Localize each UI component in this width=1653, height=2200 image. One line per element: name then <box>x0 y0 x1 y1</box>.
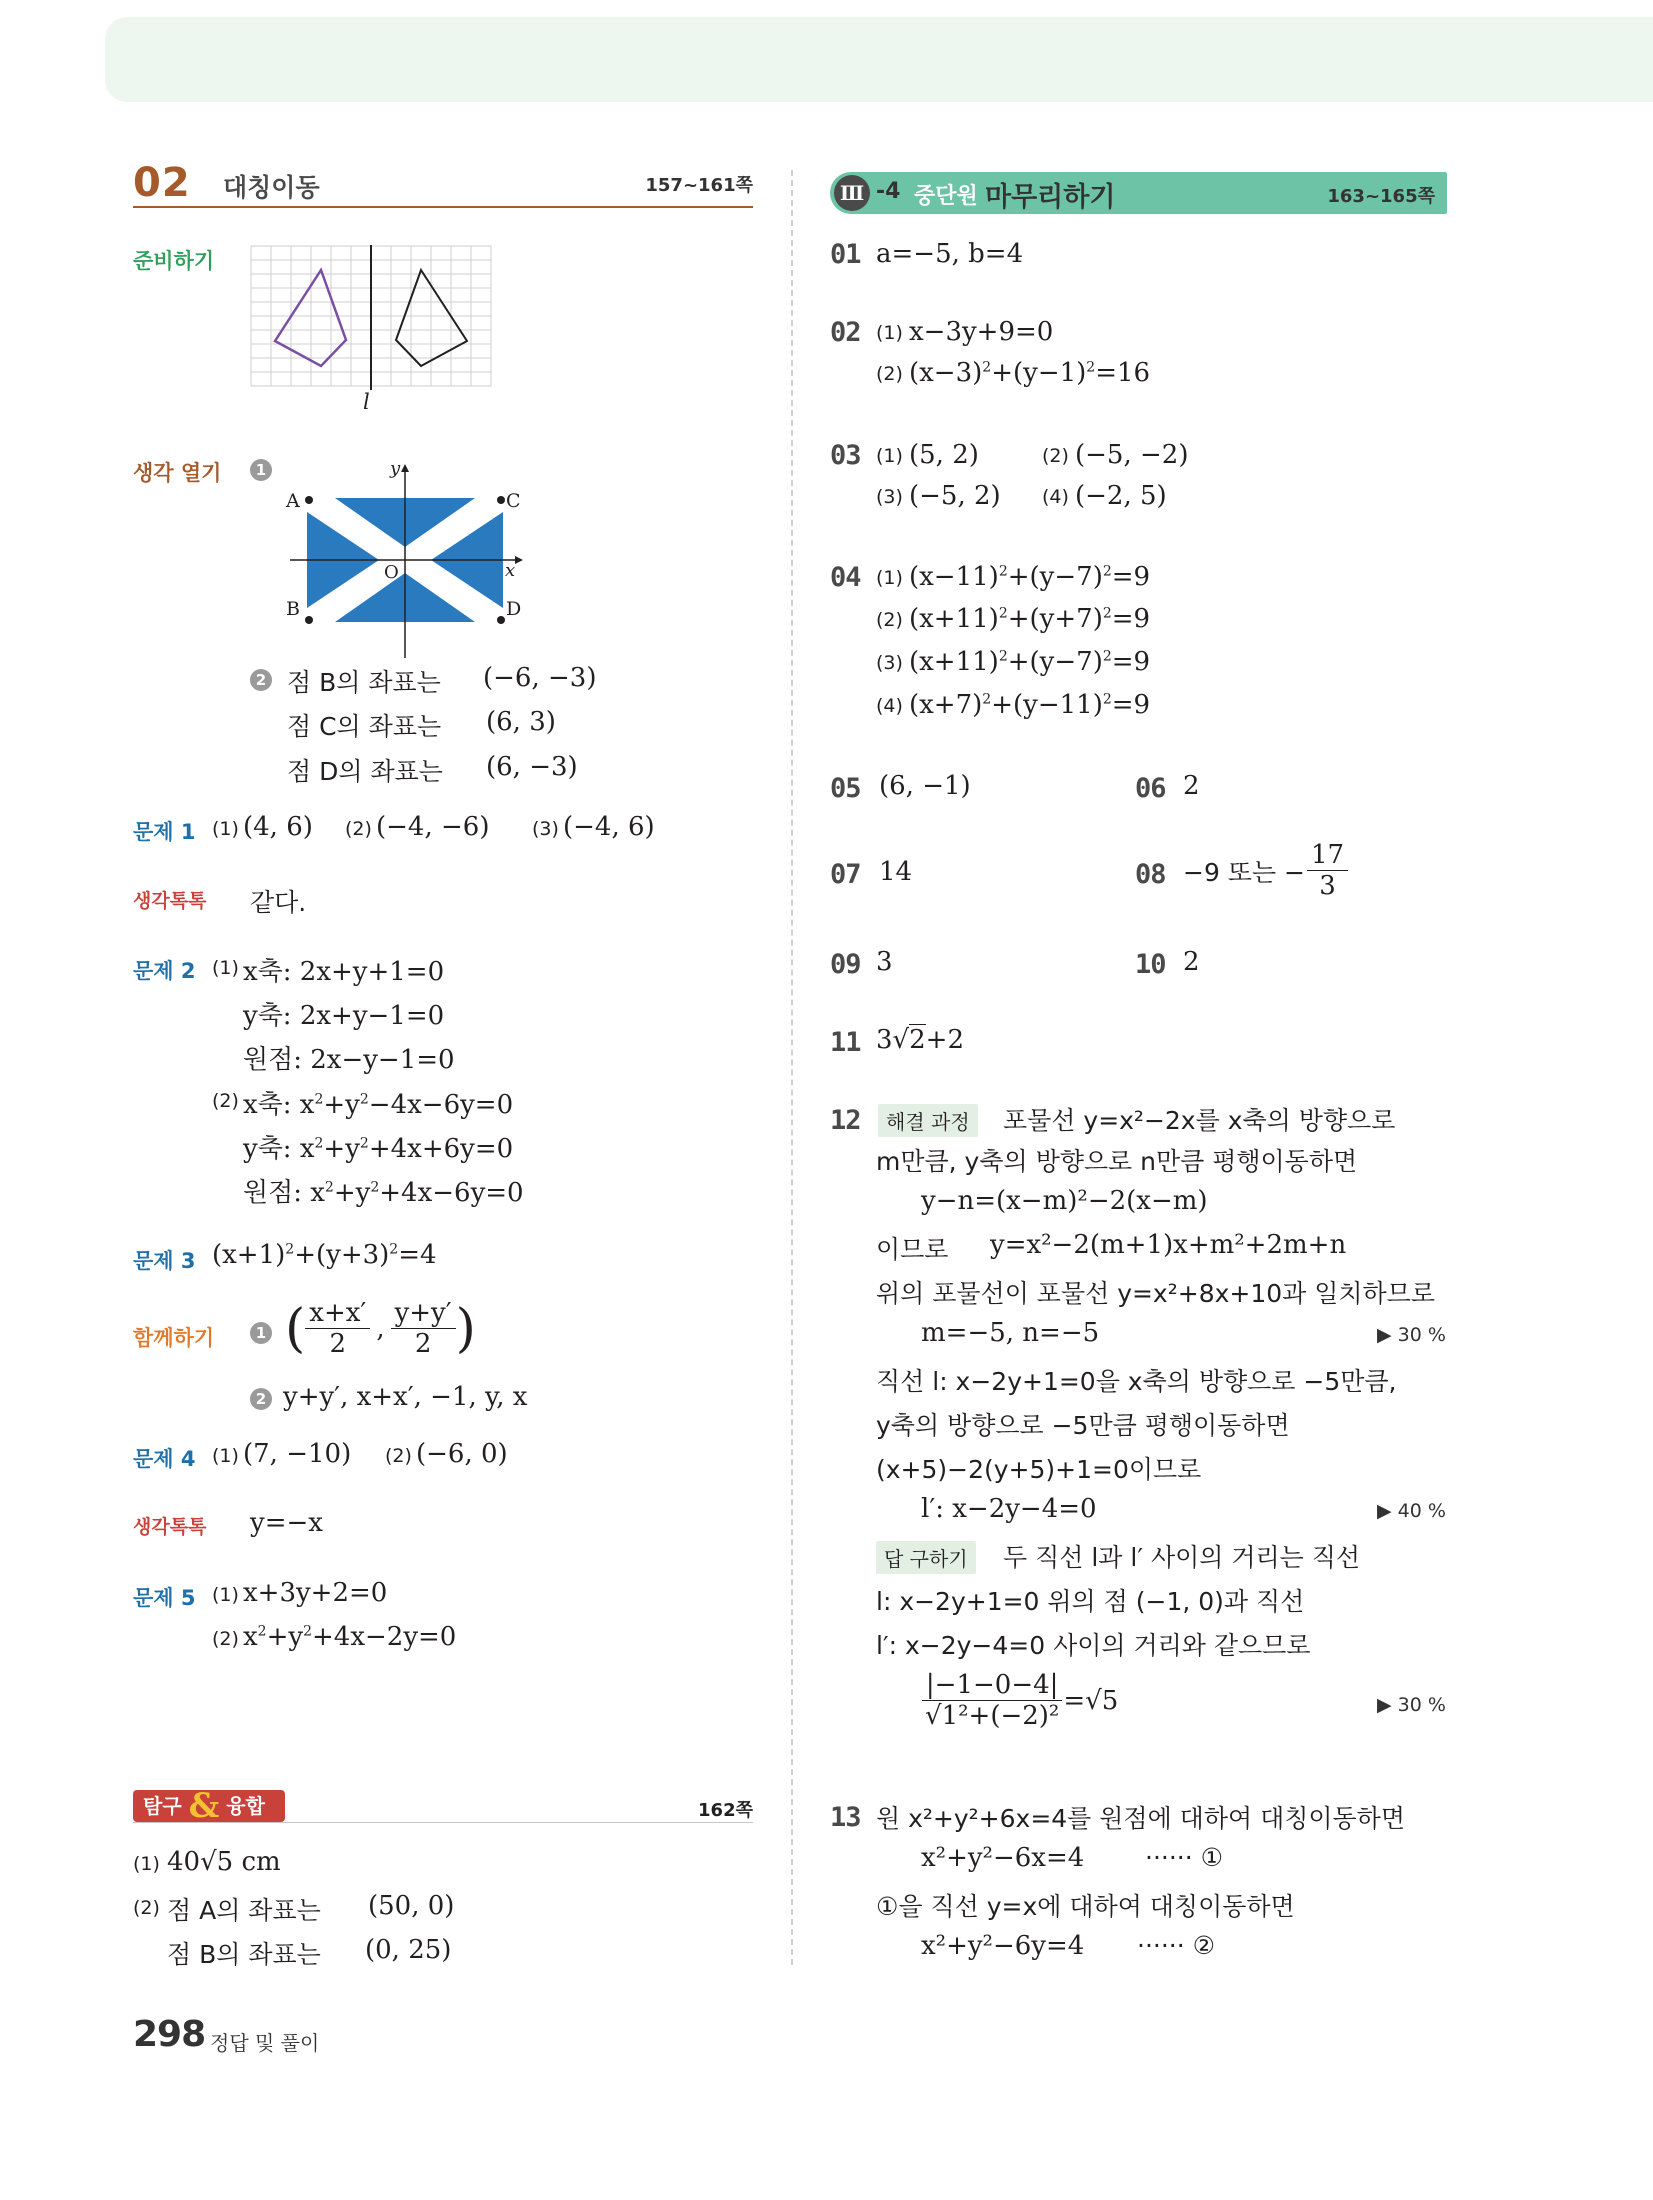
q12-score-3: ▶ 30 % <box>1377 1694 1446 1716</box>
q12-number: 12 <box>830 1105 861 1136</box>
graph-c-label: C <box>506 490 521 512</box>
q04-sub-2: (2) <box>876 609 903 631</box>
graph-y-label: y <box>390 458 401 479</box>
problem-4-answer-1: (7, −10) <box>243 1439 352 1469</box>
together-label: 함께하기 <box>133 1326 215 1350</box>
q03-answer-3: (−5, 2) <box>909 481 1001 511</box>
explore-point-b-value: (0, 25) <box>365 1935 452 1965</box>
roman-numeral-badge: Ⅲ <box>834 175 870 211</box>
q13-marker-1: ······ ① <box>1145 1843 1224 1872</box>
point-c <box>497 496 505 504</box>
think-open-label: 생각 열기 <box>133 461 222 485</box>
section-title: 대칭이동 <box>223 173 320 202</box>
problem-4-answer-2: (−6, 0) <box>416 1439 508 1469</box>
explore-badge: 탐구 & 융합 <box>133 1790 285 1822</box>
q04-number: 04 <box>830 562 861 593</box>
q02-sub-2: (2) <box>876 363 903 385</box>
problem-3-answer: $(x+1)^2+(y+3)^2=4$ <box>212 1240 437 1270</box>
problem-2-line-2: y축: 2x+y−1=0 <box>243 1001 445 1031</box>
section-pages: 157~161쪽 <box>645 175 753 196</box>
point-b <box>305 616 313 624</box>
together-step-2-badge: 2 <box>250 1388 272 1410</box>
unit-title: 마무리하기 <box>985 182 1116 213</box>
unit-pages: 163~165쪽 <box>1327 186 1435 207</box>
q07-answer: 14 <box>879 857 913 887</box>
problem-1-answer-1: (4, 6) <box>243 812 313 842</box>
q04-answer-2: $(x+11)^2+(y+7)^2=9$ <box>909 604 1151 634</box>
unit-label: 중단원 <box>914 184 978 209</box>
q10-number: 10 <box>1135 949 1166 980</box>
unit-review-header <box>830 172 1447 214</box>
graph-d-label: D <box>506 598 522 620</box>
problem-5-label: 문제 5 <box>133 1586 196 1610</box>
q12-line-13: l′: x−2y−4=0 사이의 거리와 같으므로 <box>876 1631 1311 1660</box>
q04-sub-4: (4) <box>876 695 903 717</box>
q04-sub-3: (3) <box>876 652 903 674</box>
q12-line-8: y축의 방향으로 −5만큼 평행이동하면 <box>876 1411 1290 1440</box>
step-2-badge: 2 <box>250 669 272 691</box>
problem-2-line-4: x축: $x^2+y^2-4x-6y=0$ <box>243 1090 514 1120</box>
column-divider <box>791 170 793 1965</box>
problem-2-label: 문제 2 <box>133 959 196 983</box>
q13-line-1: 원 x²+y²+6x=4를 원점에 대하여 대칭이동하면 <box>876 1804 1405 1833</box>
together-step-1-badge: 1 <box>250 1322 272 1344</box>
q11-answer: 3√2+2 <box>876 1025 964 1055</box>
problem-1-label: 문제 1 <box>133 820 196 844</box>
q13-line-2: x²+y²−6x=4 <box>921 1843 1085 1873</box>
q12-answer-tag: 답 구하기 <box>876 1541 976 1574</box>
problem-4-sub-2: (2) <box>385 1445 412 1467</box>
explore-answer-1: 40√5 cm <box>167 1847 281 1877</box>
problem-2-sub-1: (1) <box>212 957 239 979</box>
section-header <box>133 160 753 208</box>
q06-number: 06 <box>1135 773 1166 804</box>
prep-label: 준비하기 <box>133 249 215 273</box>
q09-number: 09 <box>830 949 861 980</box>
q06-answer: 2 <box>1183 771 1200 801</box>
think-talk-answer-2: y=−x <box>250 1508 323 1538</box>
problem-2-sub-2: (2) <box>212 1090 239 1112</box>
section-number: 02 <box>133 160 191 206</box>
q12-line-11: 두 직선 l과 l′ 사이의 거리는 직선 <box>1003 1543 1361 1572</box>
think-talk-label-2: 생각톡톡 <box>133 1516 207 1538</box>
q03-sub-3: (3) <box>876 486 903 508</box>
together-answer-2: y+y′, x+x′, −1, y, x <box>283 1382 528 1412</box>
q13-marker-2: ······ ② <box>1137 1931 1216 1960</box>
explore-point-b-text: 점 B의 좌표는 <box>167 1940 321 1969</box>
q09-answer: 3 <box>876 947 893 977</box>
coord-c-text: 점 C의 좌표는 <box>287 712 442 741</box>
problem-1-answer-3: (−4, 6) <box>563 812 655 842</box>
footer-title: 정답 및 풀이 <box>210 2031 320 2055</box>
q05-answer: (6, −1) <box>879 771 971 801</box>
explore-point-a-text: 점 A의 좌표는 <box>167 1896 321 1925</box>
graph-b-label: B <box>286 598 300 620</box>
explore-point-a-value: (50, 0) <box>368 1891 455 1921</box>
q13-line-3: ①을 직선 y=x에 대하여 대칭이동하면 <box>876 1892 1295 1921</box>
problem-2-line-1: x축: 2x+y+1=0 <box>243 957 445 987</box>
q12-distance-formula: $\frac{|-1-0-4|}{\text{√1²+(−2)²}}$ =√5 <box>921 1670 1118 1731</box>
explore-sub-2: (2) <box>133 1897 160 1919</box>
problem-1-sub-1: (1) <box>212 818 239 840</box>
q11-number: 11 <box>830 1027 861 1058</box>
q12-line-6: m=−5, n=−5 <box>921 1318 1100 1348</box>
graph-a-label: A <box>286 490 300 512</box>
problem-3-label: 문제 3 <box>133 1249 196 1273</box>
graph-x-label: x <box>505 560 516 581</box>
q03-sub-4: (4) <box>1042 486 1069 508</box>
q03-sub-1: (1) <box>876 445 903 467</box>
q08-answer: −9 또는 − $\frac{17}{3}$ <box>1183 840 1348 901</box>
q12-line-3: y−n=(x−m)²−2(x−m) <box>921 1186 1208 1216</box>
point-d <box>497 616 505 624</box>
q02-number: 02 <box>830 317 861 348</box>
think-talk-label-1: 생각톡톡 <box>133 890 207 912</box>
together-fraction-pair: ( $\frac{x+x'}{2}$ , $\frac{y+y'}{2}$ ) <box>285 1298 476 1359</box>
q03-answer-2: (−5, −2) <box>1075 440 1189 470</box>
problem-1-sub-3: (3) <box>532 818 559 840</box>
q13-number: 13 <box>830 1802 861 1833</box>
q03-answer-1: (5, 2) <box>909 440 979 470</box>
coord-c-value: (6, 3) <box>486 707 556 737</box>
coord-b-text: 점 B의 좌표는 <box>287 668 441 697</box>
q12-line-4b: y=x²−2(m+1)x+m²+2m+n <box>990 1230 1347 1260</box>
problem-2-line-6: 원점: $x^2+y^2+4x-6y=0$ <box>243 1178 524 1208</box>
unit-number: -4 <box>876 179 901 204</box>
problem-4-label: 문제 4 <box>133 1447 196 1471</box>
q03-answer-4: (−2, 5) <box>1075 481 1167 511</box>
explore-header <box>133 1786 753 1826</box>
coord-b-value: (−6, −3) <box>483 663 597 693</box>
q05-number: 05 <box>830 773 861 804</box>
q07-number: 07 <box>830 859 861 890</box>
q02-answer-2: $(x-3)^2+(y-1)^2=16$ <box>909 358 1151 388</box>
problem-5-sub-2: (2) <box>212 1628 239 1650</box>
q04-answer-1: $(x-11)^2+(y-7)^2=9$ <box>909 562 1151 592</box>
q02-sub-1: (1) <box>876 322 903 344</box>
problem-5-answer-1: x+3y+2=0 <box>243 1578 388 1608</box>
graph-origin-label: O <box>384 562 399 583</box>
q12-line-9: (x+5)−2(y+5)+1=0이므로 <box>876 1455 1202 1484</box>
prep-grid-figure <box>250 245 492 415</box>
problem-5-answer-2: $x^2+y^2+4x-2y=0$ <box>243 1622 457 1652</box>
q12-line-1: 포물선 y=x²−2x를 x축의 방향으로 <box>1003 1106 1396 1135</box>
top-band <box>105 17 1653 102</box>
q08-number: 08 <box>1135 859 1166 890</box>
step-1-badge: 1 <box>250 459 272 481</box>
fraction-y: $\frac{y+y'}{2}$ <box>391 1298 456 1359</box>
problem-2-line-3: 원점: 2x−y−1=0 <box>243 1045 455 1075</box>
coord-d-value: (6, −3) <box>486 752 578 782</box>
problem-2-line-5: y축: $x^2+y^2+4x+6y=0$ <box>243 1134 514 1164</box>
think-talk-answer-1: 같다. <box>250 888 307 917</box>
q04-answer-3: $(x+11)^2+(y-7)^2=9$ <box>909 647 1151 677</box>
q12-line-12: l: x−2y+1=0 위의 점 (−1, 0)과 직선 <box>876 1587 1305 1616</box>
fraction-x: $\frac{x+x'}{2}$ <box>305 1298 370 1359</box>
q01-number: 01 <box>830 239 861 270</box>
q03-number: 03 <box>830 440 861 471</box>
flag-graph <box>285 458 535 658</box>
q12-line-4a: 이므로 <box>876 1235 949 1264</box>
line-l-label: l <box>363 390 370 414</box>
q12-line-5: 위의 포물선이 포물선 y=x²+8x+10과 일치하므로 <box>876 1279 1436 1308</box>
problem-1-sub-2: (2) <box>345 818 372 840</box>
problem-1-answer-2: (−4, −6) <box>376 812 490 842</box>
q12-line-10: l′: x−2y−4=0 <box>921 1494 1097 1524</box>
q10-answer: 2 <box>1183 947 1200 977</box>
q12-score-1: ▶ 30 % <box>1377 1324 1446 1346</box>
q04-answer-4: $(x+7)^2+(y-11)^2=9$ <box>909 690 1151 720</box>
problem-5-sub-1: (1) <box>212 1584 239 1606</box>
q03-sub-2: (2) <box>1042 445 1069 467</box>
q12-line-7: 직선 l: x−2y+1=0을 x축의 방향으로 −5만큼, <box>876 1367 1397 1396</box>
page-number: 298 <box>133 2014 206 2055</box>
coord-d-text: 점 D의 좌표는 <box>287 757 443 786</box>
q02-answer-1: x−3y+9=0 <box>909 317 1054 347</box>
q01-answer: a=−5, b=4 <box>876 239 1024 269</box>
explore-sub-1: (1) <box>133 1853 160 1875</box>
q13-line-4: x²+y²−6y=4 <box>921 1931 1085 1961</box>
point-a <box>305 496 313 504</box>
problem-4-sub-1: (1) <box>212 1445 239 1467</box>
explore-pages: 162쪽 <box>698 1800 753 1821</box>
q12-score-2: ▶ 40 % <box>1377 1500 1446 1522</box>
q12-line-2: m만큼, y축의 방향으로 n만큼 평행이동하면 <box>876 1147 1358 1176</box>
q12-process-tag: 해결 과정 <box>878 1104 978 1137</box>
q04-sub-1: (1) <box>876 567 903 589</box>
